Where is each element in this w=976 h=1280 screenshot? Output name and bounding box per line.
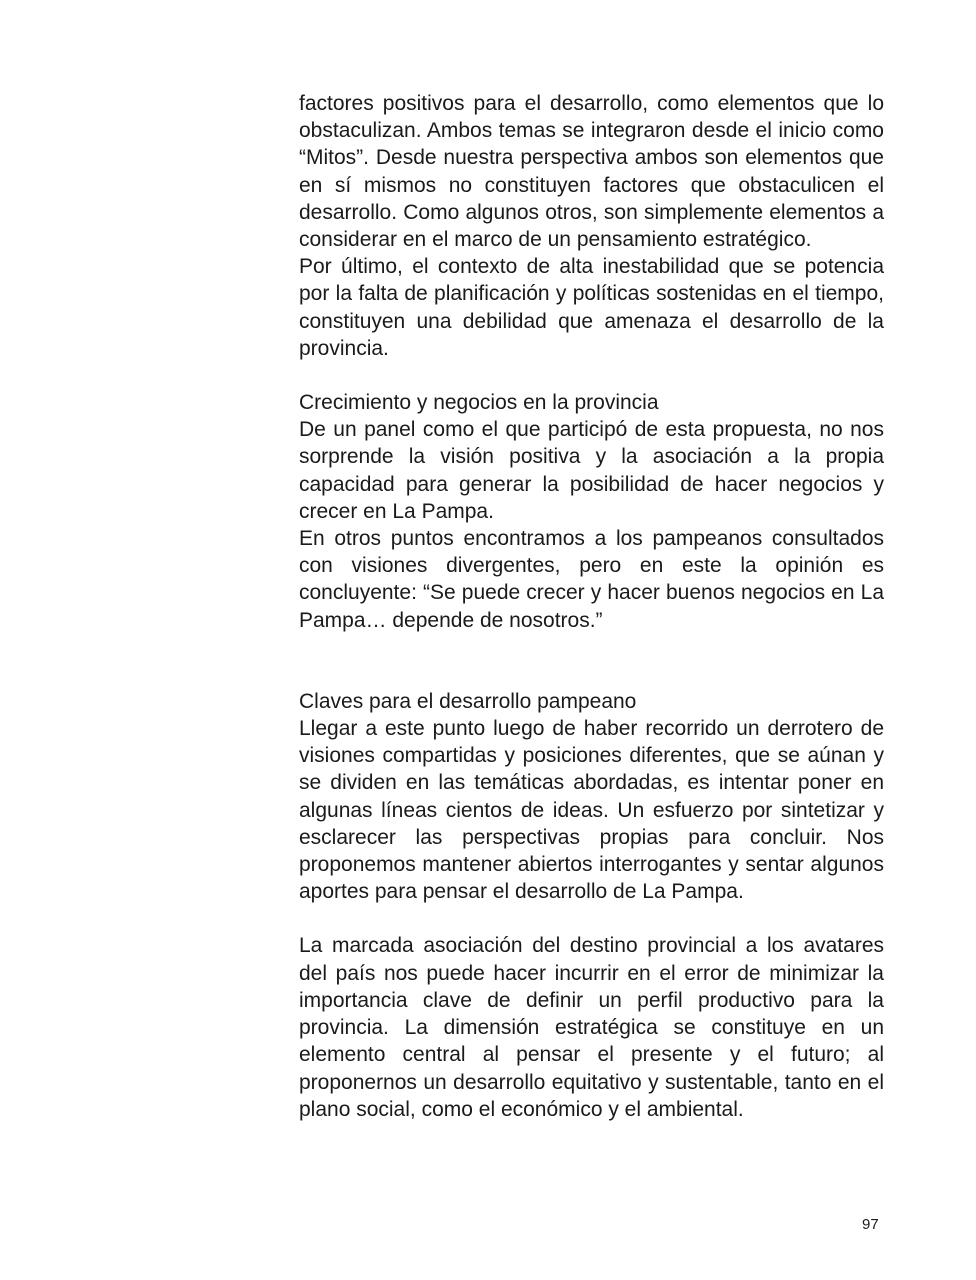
- section-heading-crecimiento: Crecimiento y negocios en la provincia: [299, 391, 659, 415]
- page-number: 97: [862, 1216, 879, 1233]
- paragraph-otros-puntos: En otros puntos encontramos a los pampeanos consultados con visiones divergentes, pero en este la opinión es concluyente: “Se puede crecer y hacer buenos negocios en La Pampa… depende de nosotros.”: [299, 527, 884, 632]
- paragraph-inestabilidad: Por último, el contexto de alta inestabilidad que se potencia por la falta de planificación y políticas sostenidas en el tiempo, constituyen una debilidad que amenaza el desarrollo de la provincia.: [299, 255, 884, 360]
- section-heading-claves: Claves para el desarrollo pampeano: [299, 689, 637, 713]
- paragraph-panel: De un panel como el que participó de esta propuesta, no nos sorprende la visión positiva y la asociación a la propia capacidad para generar la posibilidad de hacer negocios y crecer en La Pampa.: [299, 418, 884, 523]
- paragraph-asociacion: La marcada asociación del destino provincial a los avatares del país nos puede hacer incurrir en el error de minimizar la importancia clave de definir un perfil productivo para la provincia. La dimensión estratégica se constituye en un elemento central al pensar el presente y el futuro; al proponernos un desarrollo equitativo y sustentable, tanto en el plano social, como el económico y el ambiental.: [299, 934, 884, 1121]
- paragraph-spacer: [299, 362, 884, 389]
- body-text-column: [299, 90, 884, 1123]
- paragraph-spacer: [299, 905, 884, 932]
- paragraph-llegar: Llegar a este punto luego de haber recorrido un derrotero de visiones compartidas y posiciones diferentes, que se aúnan y se dividen en las temáticas abordadas, es intentar poner en algunas líneas cientos de ideas. Un esfuerzo por sintetizar y esclarecer las perspectivas propias para concluir. Nos proponemos mantener abiertos interrogantes y sentar algunos aportes para pensar el desarrollo de La Pampa.: [299, 717, 884, 904]
- paragraph-mitos: factores positivos para el desarrollo, como elementos que lo obstaculizan. Ambos temas se integraron desde el inicio como “Mitos”. Desde nuestra perspectiva ambos son elementos que en sí mismos no constituyen factores que obstaculicen el desarrollo. Como algunos otros, son simplemente elementos a considerar en el marco de un pensamiento estratégico.: [299, 92, 884, 252]
- section-spacer: [299, 634, 884, 688]
